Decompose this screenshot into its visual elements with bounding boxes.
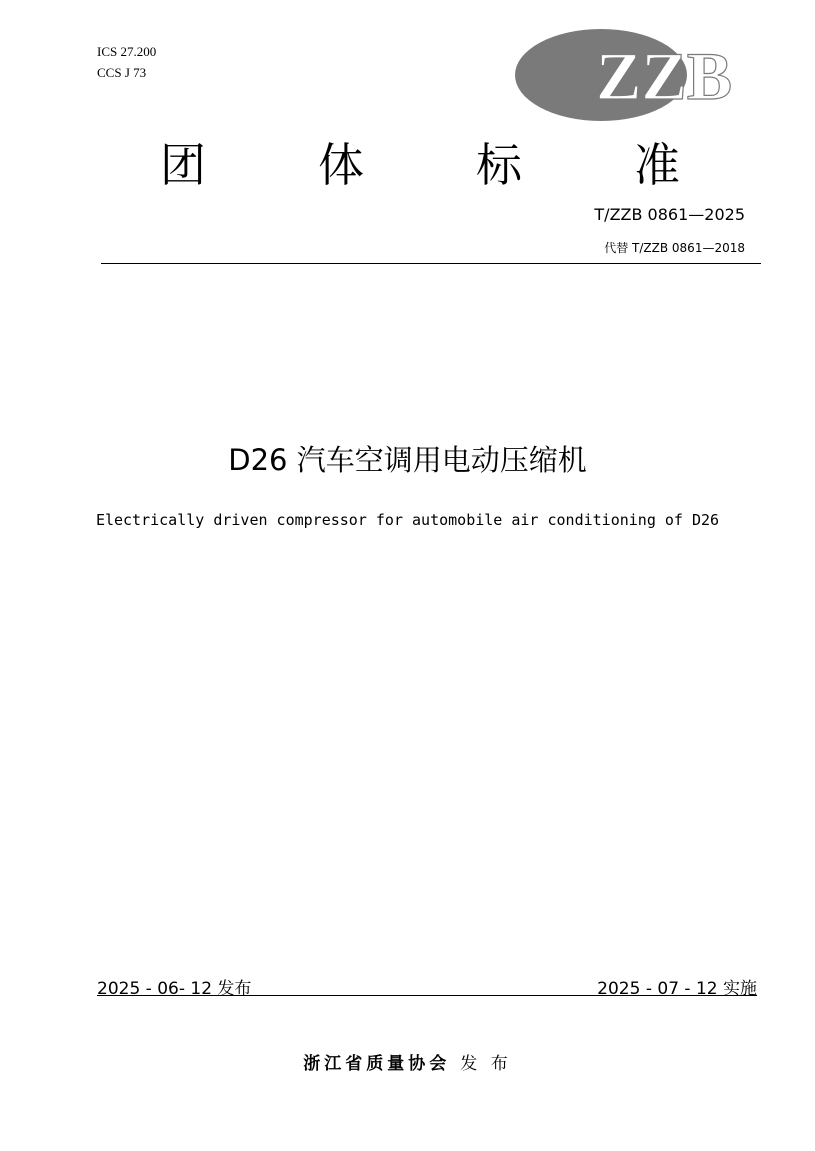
zzb-logo-icon [514, 28, 754, 123]
publisher [0, 1049, 815, 1074]
logo-text: ZZB [596, 38, 733, 114]
title-english: Electrically driven compressor for automobile air conditioning of D26 [95, 511, 720, 529]
category-char: 体 [318, 138, 364, 192]
category-char: 标 [476, 138, 522, 192]
implementation-date: 2025 - 07 - 12 实施 [597, 979, 757, 999]
publisher-name: 浙江省质量协会 [303, 1054, 451, 1074]
replaces-standard: 代替 T/ZZB 0861—2018 [604, 241, 745, 255]
issue-date: 2025 - 06- 12 发布 [97, 979, 252, 999]
category-char: 准 [634, 138, 680, 192]
footer-divider [97, 995, 757, 996]
zzb-logo [514, 28, 754, 123]
classification-codes [97, 41, 156, 83]
ics-code: ICS 27.200 [97, 44, 157, 59]
ccs-code: CCS J 73 [97, 65, 147, 80]
category-char: 团 [160, 138, 206, 192]
title-chinese: D26 汽车空调用电动压缩机 [228, 443, 587, 477]
header-divider [101, 263, 761, 264]
standard-number: T/ZZB 0861—2025 [594, 205, 745, 224]
publisher-suffix: 发 布 [460, 1054, 512, 1074]
document-category [160, 130, 680, 194]
